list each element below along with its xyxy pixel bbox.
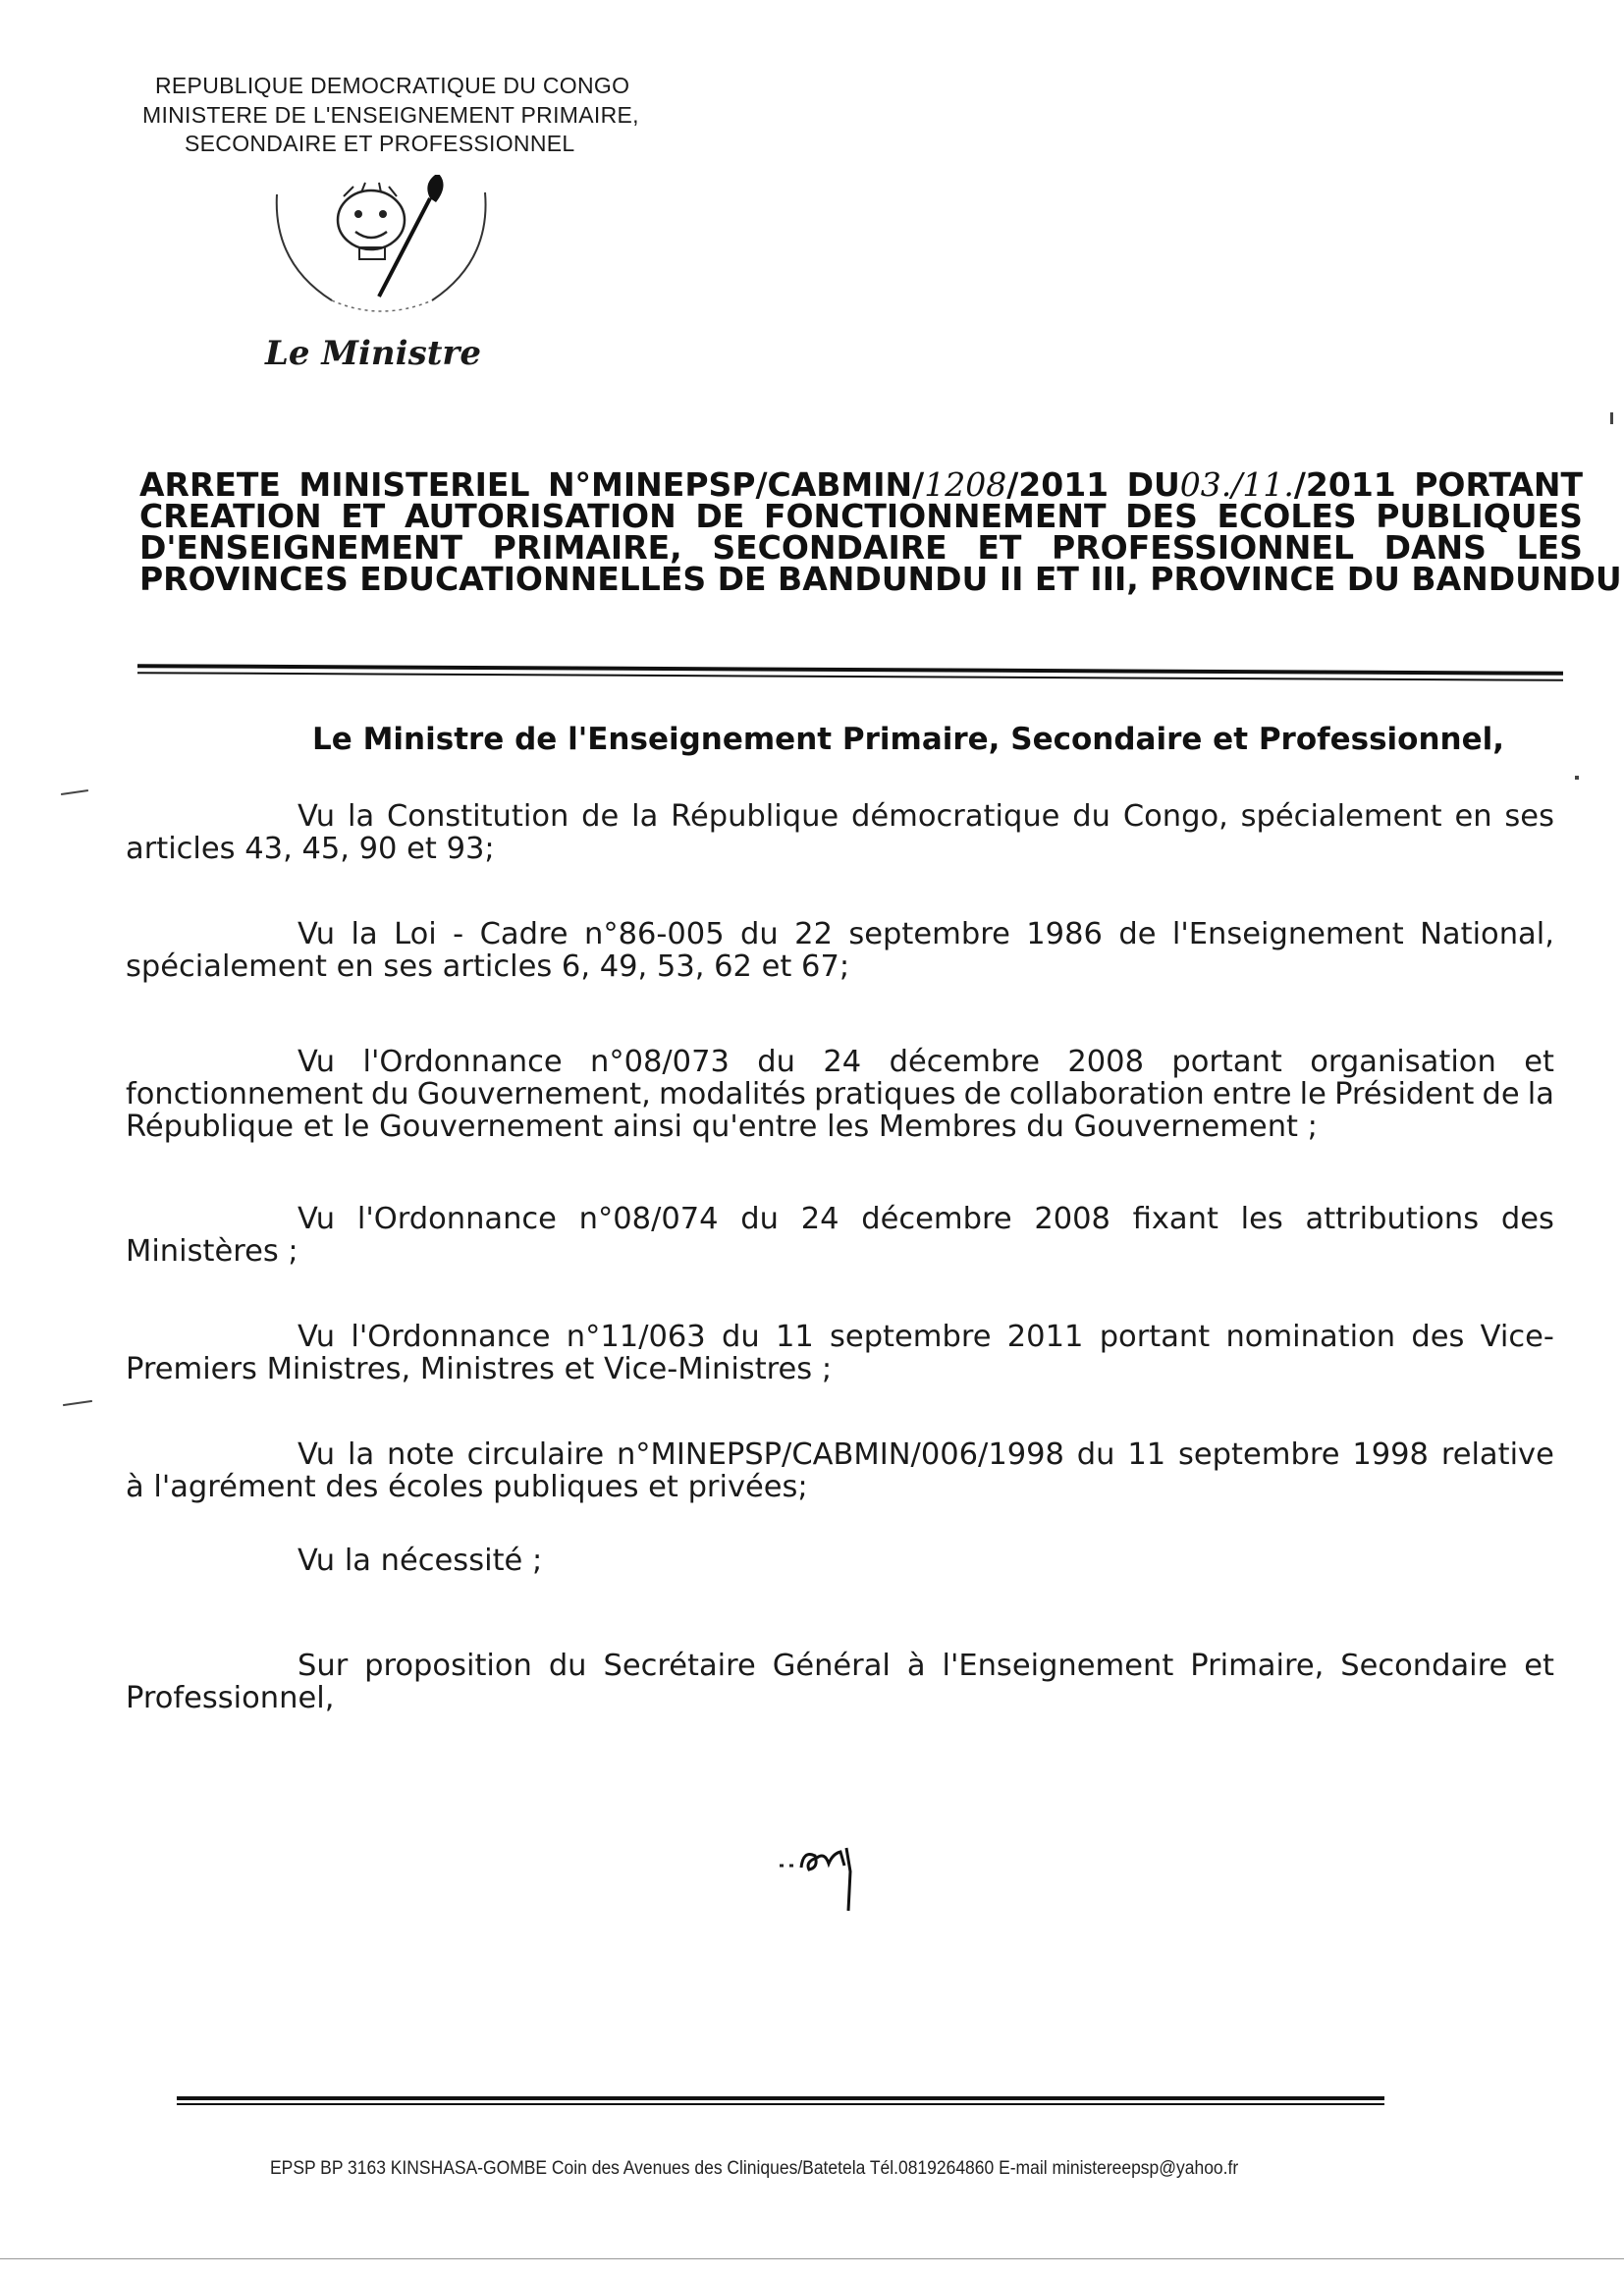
paragraph-word: la — [1527, 1077, 1554, 1111]
paragraph-text: République et le Gouvernement ainsi qu'entre les Membres du Gouvernement ; — [126, 1110, 1318, 1144]
paragraph-word: de — [581, 799, 620, 834]
paragraph-word: n°11/063 — [566, 1320, 706, 1354]
paragraph-word: République — [671, 799, 839, 834]
paragraph-word: proposition — [364, 1649, 532, 1683]
paragraph-word: du — [1072, 799, 1110, 834]
paragraph-word: Loi — [394, 917, 437, 951]
paragraph-word: la — [351, 917, 378, 951]
paragraph-word: fonctionnement — [126, 1077, 363, 1111]
paragraph-word: 11 — [775, 1320, 814, 1354]
paragraph-line — [126, 1203, 1554, 1235]
paragraph-word: 2008 — [1067, 1045, 1144, 1079]
paragraph-word: Constitution — [386, 799, 569, 834]
scan-edge — [0, 2258, 1624, 2259]
paragraph-word: l'Ordonnance — [356, 1202, 557, 1236]
title-word: MINISTERIEL — [298, 465, 530, 504]
footer-address: EPSP BP 3163 KINSHASA-GOMBE Coin des Avenues des Cliniques/Batetela Tél.0819264860 E-mail ministereepsp@yahoo.fr — [270, 2158, 1239, 2179]
title-word: PRIMAIRE, — [492, 528, 682, 567]
title-word: D'ENSEIGNEMENT — [139, 528, 463, 567]
title-word: LES — [1516, 528, 1583, 567]
paragraph-word: n°86-005 — [584, 917, 725, 951]
paragraph-word: portant — [1171, 1045, 1282, 1079]
paragraph-text: articles 43, 45, 90 et 93; — [126, 832, 495, 866]
paragraph-word: ses — [1504, 799, 1554, 834]
paragraph-word: de — [1118, 917, 1157, 951]
scan-mark — [63, 1400, 92, 1406]
footer-rule-thin — [177, 2103, 1384, 2105]
header-republic: REPUBLIQUE DEMOCRATIQUE DU CONGO — [155, 73, 630, 98]
paragraph-word: et — [1524, 1649, 1554, 1683]
paragraph-text: Professionnel, — [126, 1681, 335, 1715]
scan-mark — [1610, 412, 1613, 424]
title-word: /2011 — [1006, 465, 1110, 504]
paragraph-text: spécialement en ses articles 6, 49, 53, 62 et 67; — [126, 949, 850, 984]
paragraph-word: entre — [1212, 1077, 1292, 1111]
paragraph-word: 2008 — [1034, 1202, 1110, 1236]
paragraph-word: les — [1240, 1202, 1283, 1236]
paragraph-word: circulaire — [466, 1437, 605, 1472]
title-word: ECOLES — [1217, 497, 1357, 535]
paragraph-word: 24 — [823, 1045, 862, 1079]
title-word: ET — [341, 497, 386, 535]
paragraph-text: à l'agrément des écoles publiques et privées; — [126, 1470, 808, 1504]
paragraph-word: Général — [772, 1649, 891, 1683]
paragraph-text: Premiers Ministres, Ministres et Vice-Ministres ; — [126, 1352, 833, 1386]
paragraph-word: du — [548, 1649, 587, 1683]
paragraph-word: attributions — [1305, 1202, 1480, 1236]
paragraph-word: et — [1524, 1045, 1554, 1079]
paragraph-word: décembre — [889, 1045, 1040, 1079]
paragraph-word: National, — [1420, 917, 1554, 951]
preamble-heading: Le Ministre de l'Enseignement Primaire, Secondaire et Professionnel, — [312, 722, 1505, 757]
paragraph-line — [126, 800, 1554, 833]
paragraph-word: - — [453, 917, 464, 951]
paragraph-line — [126, 950, 1554, 983]
title-word: PROVINCES EDUCATIONNELLES DE BANDUNDU II ET III, PROVINCE DU BANDUNDU — [139, 560, 1622, 598]
paragraph-word: organisation — [1310, 1045, 1496, 1079]
consideration-paragraph — [126, 1545, 1554, 1577]
paragraph-word: septembre — [1178, 1437, 1340, 1472]
consideration-paragraph — [126, 1438, 1554, 1503]
minister-signature-title: Le Ministre — [265, 334, 481, 373]
paragraph-line — [126, 1046, 1554, 1078]
paragraph-word: du — [757, 1045, 795, 1079]
paragraph-word: du — [370, 1077, 409, 1111]
consideration-paragraph — [126, 1203, 1554, 1268]
paragraph-word: Vu — [298, 799, 336, 834]
title-word: DANS — [1383, 528, 1487, 567]
paragraph-word: 1998 — [1352, 1437, 1429, 1472]
title-line-4 — [139, 560, 1622, 598]
header-sector: SECONDAIRE ET PROFESSIONNEL — [185, 131, 575, 156]
paragraph-line — [126, 1471, 1554, 1503]
paragraph-text: Ministères ; — [126, 1234, 298, 1269]
paragraph-word: Vu — [298, 1437, 336, 1472]
title-word: DE — [695, 497, 745, 535]
paragraph-word: pratiques — [814, 1077, 956, 1111]
paragraph-word: fixant — [1132, 1202, 1218, 1236]
paragraph-word: de — [1482, 1077, 1520, 1111]
paragraph-line — [126, 1321, 1554, 1353]
paragraph-word: des — [1500, 1202, 1554, 1236]
paragraph-word: 22 — [794, 917, 833, 951]
paragraph-word: Président — [1334, 1077, 1475, 1111]
paragraph-word: du — [740, 917, 779, 951]
paragraph-word: décembre — [861, 1202, 1012, 1236]
paragraph-word: septembre — [830, 1320, 992, 1354]
title-word: PORTANT — [1414, 465, 1583, 504]
consideration-paragraph — [126, 918, 1554, 983]
title-word: PUBLIQUES — [1376, 497, 1583, 535]
scan-mark — [1575, 776, 1579, 780]
paragraph-text: Vu la nécessité ; — [298, 1544, 543, 1578]
paragraph-word: Secondaire — [1340, 1649, 1508, 1683]
paragraph-word: démocratique — [851, 799, 1060, 834]
paragraph-word: l'Ordonnance — [362, 1045, 563, 1079]
paragraph-line — [126, 1078, 1554, 1111]
coat-of-arms-icon — [263, 175, 499, 322]
consideration-paragraph — [126, 1321, 1554, 1385]
paragraph-line — [126, 1438, 1554, 1471]
handwritten-decree-number: 1208 — [924, 465, 1007, 504]
paragraph-word: Gouvernement, — [416, 1077, 651, 1111]
paragraph-word: de — [963, 1077, 1001, 1111]
paragraph-word: 1986 — [1026, 917, 1103, 951]
paragraph-word: n°08/073 — [590, 1045, 730, 1079]
paragraph-word: Sur — [298, 1649, 349, 1683]
paragraph-line — [126, 1650, 1554, 1682]
consideration-paragraph — [126, 1046, 1554, 1143]
paragraph-word: portant — [1099, 1320, 1211, 1354]
paragraph-word: des — [1411, 1320, 1465, 1354]
consideration-paragraph — [126, 1650, 1554, 1714]
title-word: ARRETE — [139, 465, 281, 504]
paragraph-line — [126, 1682, 1554, 1714]
paragraph-word: n°08/074 — [578, 1202, 719, 1236]
title-word: AUTORISATION — [404, 497, 677, 535]
paragraph-word: Congo, — [1122, 799, 1228, 834]
paragraph-word: la — [631, 799, 659, 834]
paragraph-word: Primaire, — [1190, 1649, 1325, 1683]
paragraph-line — [126, 833, 1554, 865]
title-word: PROFESSIONNEL — [1052, 528, 1354, 567]
paragraph-word: l'Enseignement — [1171, 917, 1404, 951]
title-word: N°MINEPSP/CABMIN/ — [547, 465, 925, 504]
scan-mark — [61, 789, 88, 795]
paragraph-word: à — [906, 1649, 926, 1683]
title-word: FONCTIONNEMENT — [763, 497, 1107, 535]
paragraph-word: septembre — [848, 917, 1010, 951]
paragraph-word: en — [1454, 799, 1492, 834]
paragraph-word: 2011 — [1006, 1320, 1084, 1354]
paragraph-line — [126, 1235, 1554, 1268]
paragraph-line — [126, 918, 1554, 950]
paragraph-word: du — [740, 1202, 779, 1236]
handwritten-date: 03./11. — [1179, 465, 1294, 504]
decree-title — [139, 465, 1622, 598]
paragraph-word: Vu — [298, 1320, 336, 1354]
title-word: ET — [977, 528, 1022, 567]
paragraph-word: relative — [1440, 1437, 1554, 1472]
paragraph-line — [126, 1111, 1554, 1143]
title-word: CREATION — [139, 497, 322, 535]
paragraph-word: collaboration — [1008, 1077, 1205, 1111]
paragraph-word: du — [1076, 1437, 1115, 1472]
paragraph-word: 24 — [800, 1202, 839, 1236]
paragraph-word: Vu — [298, 917, 336, 951]
paragraph-word: du — [721, 1320, 760, 1354]
paragraph-word: note — [387, 1437, 455, 1472]
paragraph-word: Vice- — [1480, 1320, 1554, 1354]
paragraph-word: nomination — [1225, 1320, 1396, 1354]
paragraph-word: la — [347, 799, 375, 834]
title-word: DU — [1126, 465, 1180, 504]
paragraph-word: l'Enseignement — [942, 1649, 1174, 1683]
handwritten-initials-icon — [776, 1828, 884, 1917]
paragraph-word: le — [1299, 1077, 1326, 1111]
paragraph-word: modalités — [658, 1077, 806, 1111]
paragraph-word: l'Ordonnance — [351, 1320, 551, 1354]
paragraph-word: 11 — [1127, 1437, 1166, 1472]
title-word: DES — [1125, 497, 1198, 535]
paragraph-line — [126, 1545, 1554, 1577]
paragraph-word: spécialement — [1240, 799, 1442, 834]
header-ministry: MINISTERE DE L'ENSEIGNEMENT PRIMAIRE, — [142, 102, 639, 128]
footer-rule — [177, 2096, 1384, 2100]
paragraph-word: Secrétaire — [603, 1649, 756, 1683]
paragraph-word: n°MINEPSP/CABMIN/006/1998 — [616, 1437, 1064, 1472]
paragraph-line — [126, 1353, 1554, 1385]
paragraph-word: Vu — [298, 1202, 336, 1236]
paragraph-word: la — [347, 1437, 375, 1472]
paragraph-word: Vu — [298, 1045, 336, 1079]
title-word: /2011 — [1293, 465, 1396, 504]
title-word: SECONDAIRE — [712, 528, 947, 567]
paragraph-word: Cadre — [479, 917, 568, 951]
consideration-paragraph — [126, 800, 1554, 865]
